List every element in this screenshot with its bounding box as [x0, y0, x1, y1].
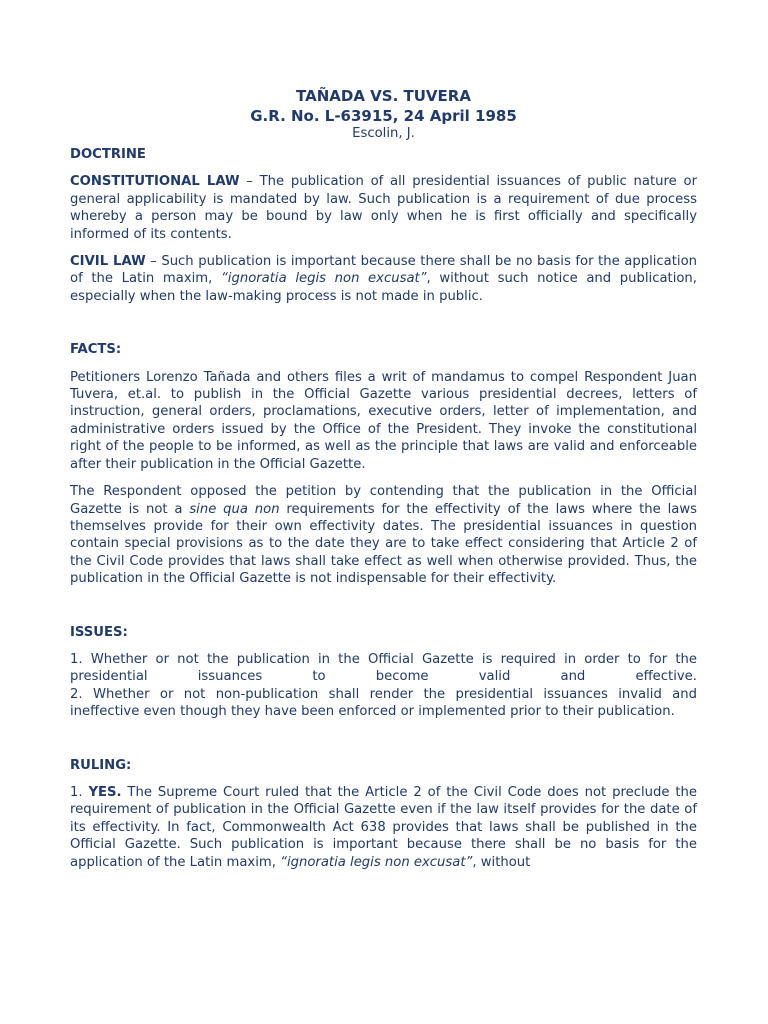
civil-law-paragraph	[70, 253, 697, 305]
constitutional-law-paragraph	[70, 173, 697, 243]
facts-paragraph-2-text-a: The Respondent opposed the petition by contending that the publication in the Official Gazette is not a	[70, 484, 697, 517]
ruling-heading: RULING:	[70, 757, 132, 773]
ruling-maxim: “ignoratia legis non excusat”	[280, 854, 473, 870]
ruling-number: 1.	[70, 784, 89, 800]
ruling-yes: YES.	[88, 784, 122, 800]
issue-item-2: 2. Whether or not non-publication shall render the presidential issuances invalid and ineffective even though they have been enforced or implemented prior to their publication.	[70, 686, 697, 720]
issue-item-1: 1. Whether or not the publication in the Official Gazette is required in order to for the presidential issuances to become valid and effective.	[70, 651, 697, 685]
issues-heading: ISSUES:	[70, 624, 128, 640]
constitutional-law-text: – The publication of all presidential issuances of public nature or general applicability is mandated by law. Such publication is a requirement of due process whereby a person may be bound by law only when he is first officially and specifically informed of its contents.	[70, 174, 697, 242]
constitutional-law-label: CONSTITUTIONAL LAW	[70, 174, 240, 190]
civil-law-maxim: “ignoratia legis non excusat”	[220, 271, 427, 287]
ruling-text-b: , without	[472, 854, 531, 870]
facts-paragraph-1: Petitioners Lorenzo Tañada and others files a writ of mandamus to compel Respondent Juan Tuvera, et.al. to publish in the Official Gazette various presidential decrees, letters of instruction, general orders, proclamations, executive orders, letter of implementation, and administrative orders issued by the Office of the President. They invoke the constitutional right of the people to be informed, as well as the principle that laws are valid and enforceable after their publication in the Official Gazette.	[70, 369, 697, 472]
ponente: Escolin, J.	[352, 126, 415, 141]
civil-law-text-a: – Such publication is important because there shall be no basis for the application of the Latin maxim,	[70, 254, 697, 287]
ruling-text-a: The Supreme Court ruled that the Article 2 of the Civil Code does not preclude the requirement of publication in the Official Gazette even if the law itself provides for the date of its effectivity. In fact, Commonwealth Act 638 provides that laws shall be published in the Official Gazette. Such publication is important because there shall be no basis for the application of the Latin maxim,	[70, 784, 697, 870]
facts-heading: FACTS:	[70, 342, 122, 358]
case-title: TAÑADA VS. TUVERA	[296, 87, 471, 105]
sine-qua-non: sine qua non	[189, 501, 280, 517]
doctrine-heading: DOCTRINE	[70, 147, 146, 162]
facts-paragraph-2	[70, 483, 697, 587]
case-citation: G.R. No. L-63915, 24 April 1985	[250, 107, 517, 125]
ruling-paragraph-1	[70, 784, 697, 871]
civil-law-label: CIVIL LAW	[70, 254, 146, 270]
document-content	[70, 86, 697, 871]
civil-law-text-b: , without such notice and publication, especially when the law-making process is not made in public.	[70, 271, 697, 304]
facts-paragraph-2-text-b: requirements for the effectivity of the laws where the laws themselves provide for their own effectivity dates. The presidential issuances in question contain special provisions as to the date they are to take effect considering that Article 2 of the Civil Code provides that laws shall take effect as well when otherwise provided. Thus, the publication in the Official Gazette is not indispensable for their effectivity.	[70, 501, 697, 587]
